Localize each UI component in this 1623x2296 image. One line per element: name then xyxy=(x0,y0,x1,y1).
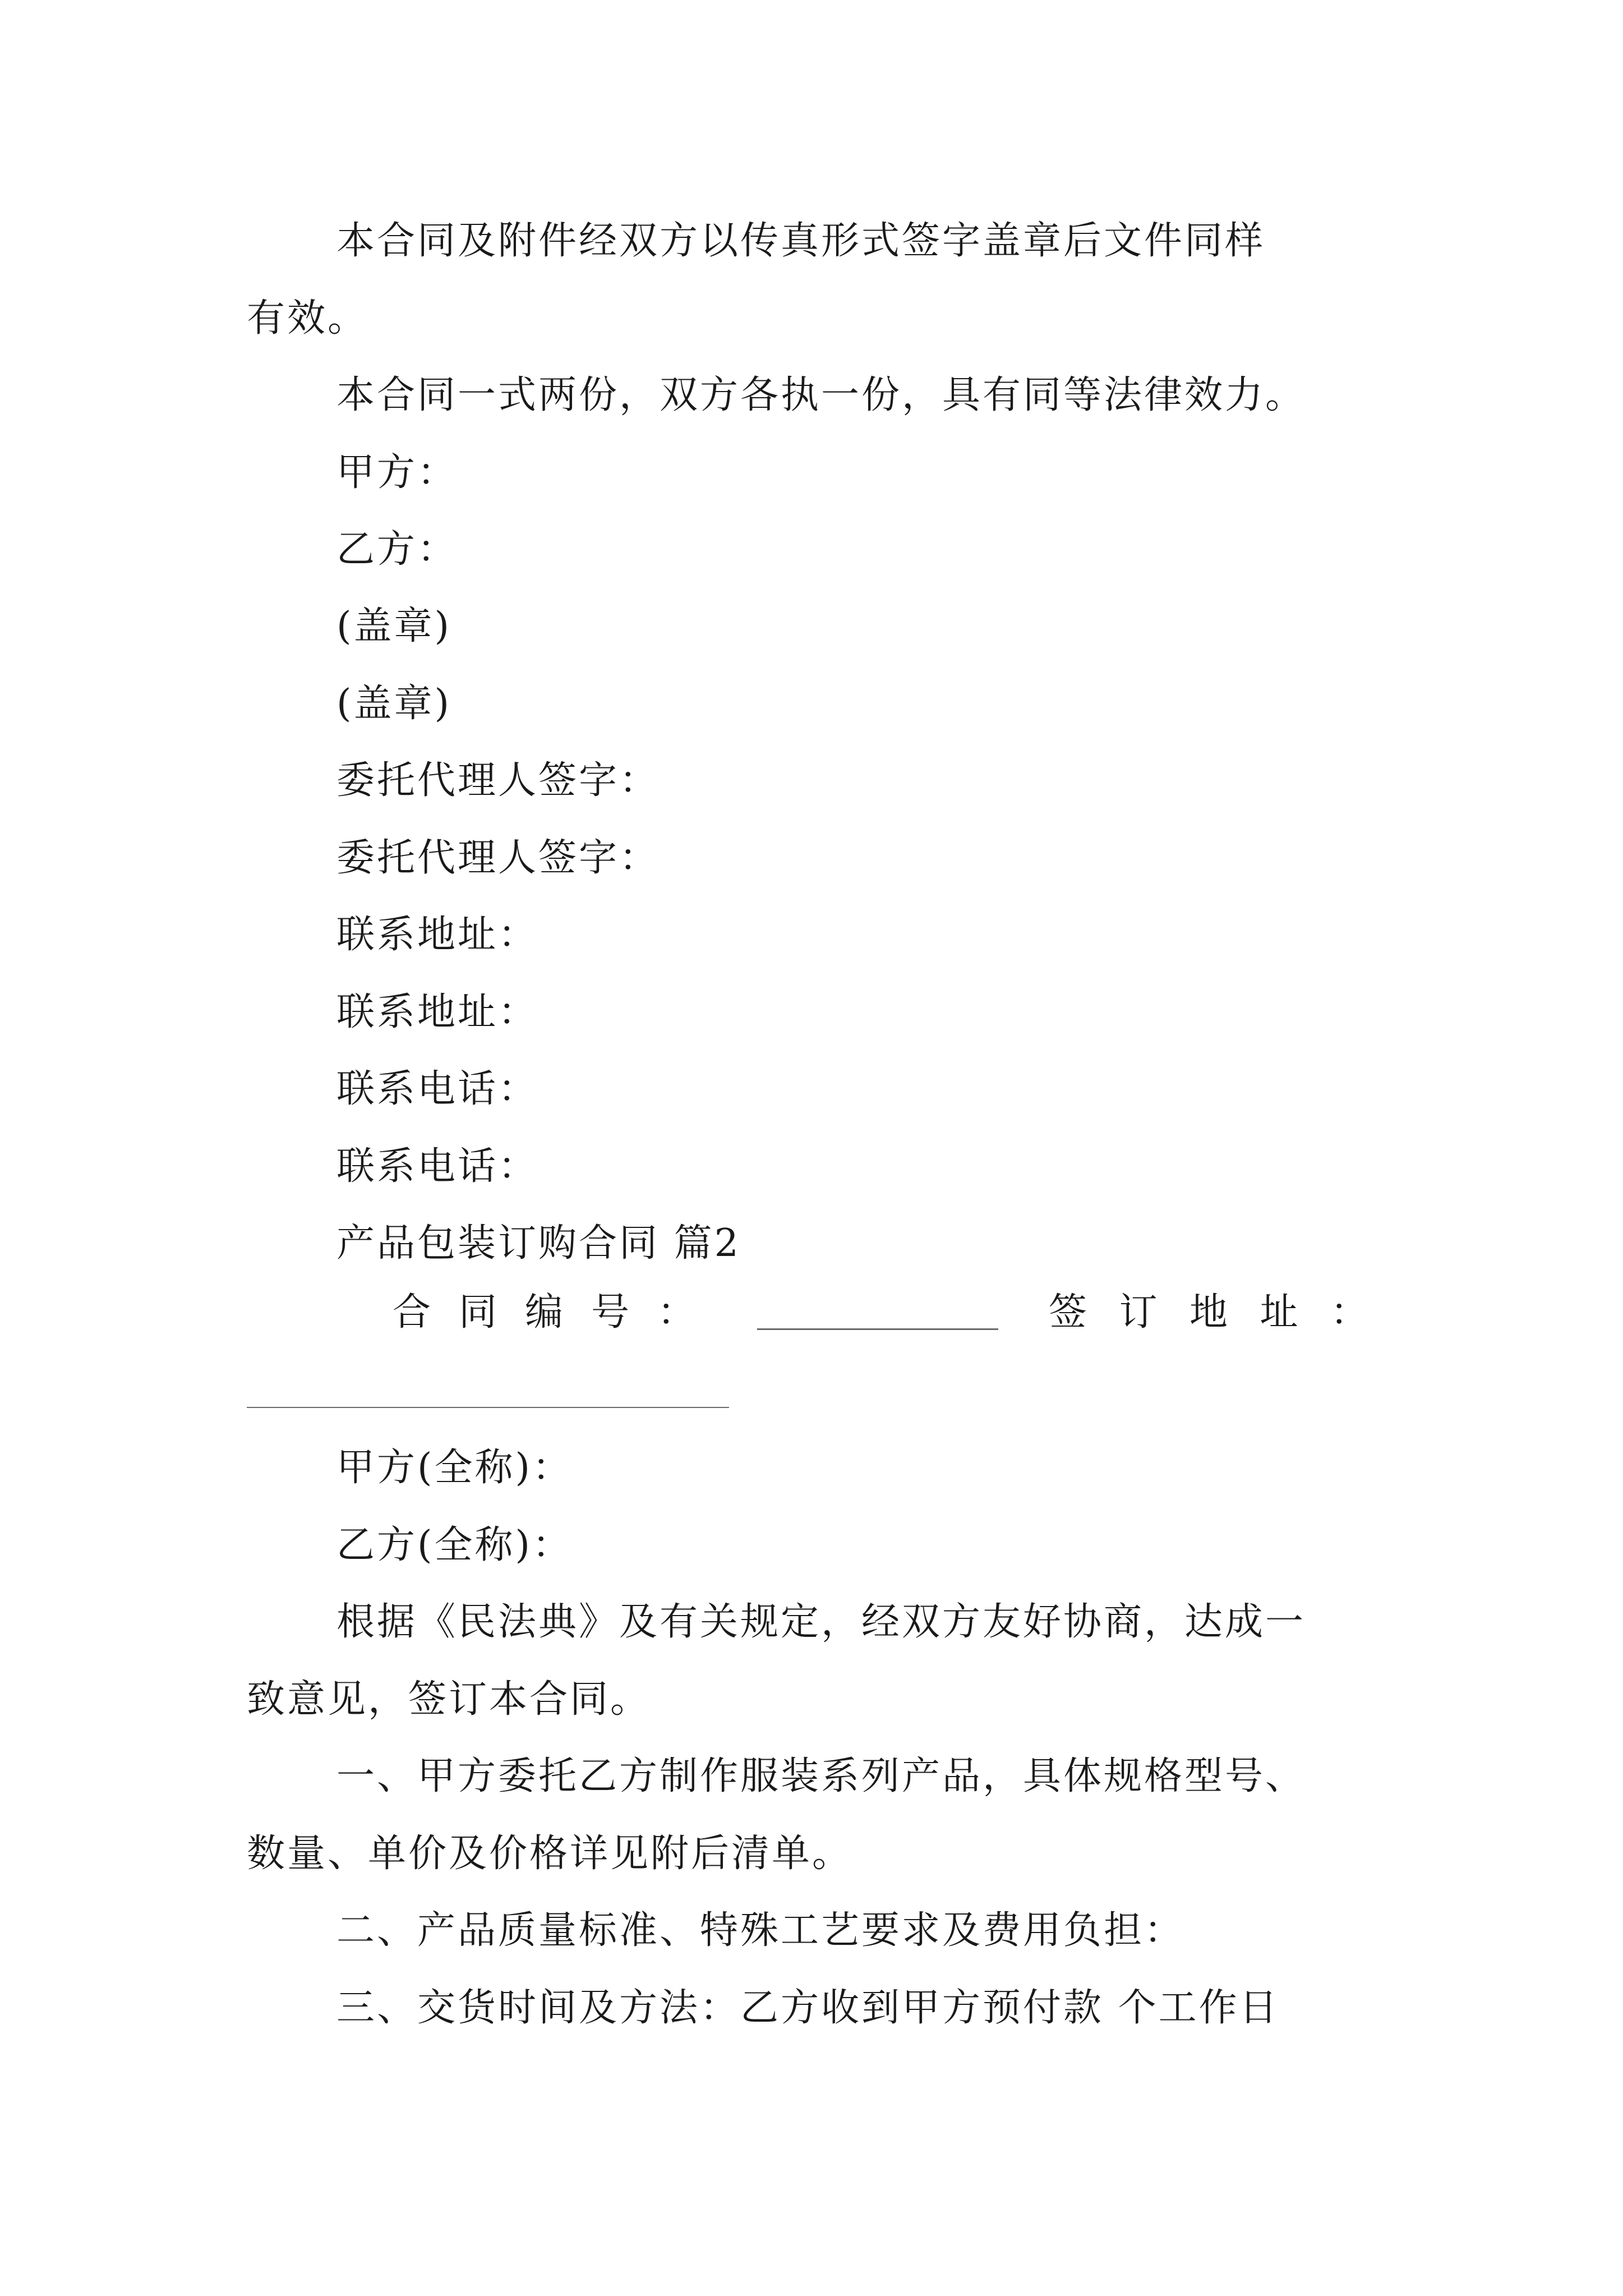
agent-signature-b: 委托代理人签字： xyxy=(336,836,660,880)
signing-address-label xyxy=(1049,1290,1368,1335)
paragraph-copies: 本合同一式两份，双方各执一份，具有同等法律效力。 xyxy=(336,373,1306,417)
clause-3: 三、交货时间及方法：乙方收到甲方预付款 个工作日 xyxy=(336,1986,1280,2030)
paragraph-fax-validity-line2: 有效。 xyxy=(247,296,368,341)
contract-number-row xyxy=(393,1290,1380,1341)
label-char: ： xyxy=(657,1290,695,1335)
label-char: 订 xyxy=(1119,1290,1158,1335)
contract-number-label xyxy=(393,1290,695,1335)
party-a-label: 甲方： xyxy=(336,450,458,495)
signing-address-blank[interactable] xyxy=(247,1407,729,1408)
seal-label-b: (盖章) xyxy=(336,682,452,726)
party-b-label: 乙方： xyxy=(336,527,458,572)
label-char: 签 xyxy=(1049,1290,1087,1335)
seal-label-a: (盖章) xyxy=(336,604,452,648)
agent-signature-a: 委托代理人签字： xyxy=(336,758,660,803)
label-char: 编 xyxy=(524,1290,563,1335)
label-char: 号 xyxy=(591,1290,629,1335)
party-b-fullname: 乙方(全称)： xyxy=(336,1523,573,1567)
clause-1-line1: 一、甲方委托乙方制作服装系列产品，具体规格型号、 xyxy=(336,1754,1306,1798)
contact-phone-a: 联系电话： xyxy=(336,1067,539,1111)
clause-2: 二、产品质量标准、特殊工艺要求及费用负担： xyxy=(336,1908,1185,1953)
contact-phone-b: 联系电话： xyxy=(336,1144,539,1189)
label-char: 同 xyxy=(458,1290,497,1335)
party-a-fullname: 甲方(全称)： xyxy=(336,1446,573,1490)
preamble-line2: 致意见，签订本合同。 xyxy=(247,1677,651,1722)
section-heading: 产品包装订购合同 篇2 xyxy=(336,1221,741,1266)
contract-number-blank[interactable] xyxy=(757,1328,998,1330)
label-char: 址 xyxy=(1260,1290,1298,1335)
label-char: 合 xyxy=(393,1290,431,1335)
preamble-line1: 根据《民法典》及有关规定，经双方友好协商，达成一 xyxy=(336,1600,1306,1644)
label-char: 地 xyxy=(1189,1290,1228,1335)
contact-address-a: 联系地址： xyxy=(336,913,539,957)
paragraph-fax-validity-line1: 本合同及附件经双方以传真形式签字盖章后文件同样 xyxy=(336,219,1266,263)
label-char: ： xyxy=(1330,1290,1368,1335)
clause-1-line2: 数量、单价及价格详见附后清单。 xyxy=(247,1832,853,1876)
contact-address-b: 联系地址： xyxy=(336,990,539,1034)
